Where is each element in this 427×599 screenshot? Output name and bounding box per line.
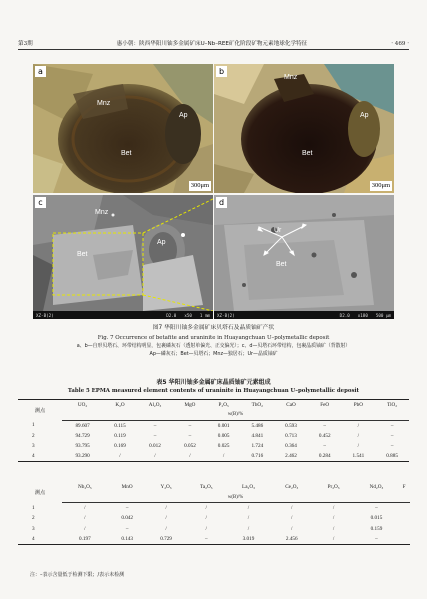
cell: 0.284	[308, 451, 342, 461]
bse-image-c	[33, 195, 213, 319]
row-id: 3	[32, 443, 35, 450]
row-id: 2	[32, 432, 35, 439]
point-header: 测点	[34, 489, 46, 496]
cell: –	[188, 432, 192, 439]
mineral-label-bet: Bet	[276, 261, 287, 268]
table-row	[18, 503, 409, 513]
column-header: Nb₂O₅	[77, 484, 92, 491]
figure-caption-cn: 图7 华阳川铀多金属矿床贝塔石及晶质铀矿产状	[152, 325, 275, 331]
element-table-part-2	[18, 482, 409, 545]
cell: –	[354, 534, 400, 544]
cell: /	[291, 515, 293, 522]
table-row	[18, 524, 409, 534]
cell: 0.012	[149, 443, 161, 450]
table-header-row	[18, 400, 409, 410]
table-row	[18, 441, 409, 451]
cell: 0.169	[114, 443, 126, 450]
cell	[399, 524, 409, 534]
cell: 0.885	[375, 451, 409, 461]
scale-bar-label: 300μm	[371, 182, 390, 189]
panel-label: d	[216, 197, 227, 208]
panel-label: c	[35, 197, 46, 208]
cell: 0.364	[285, 443, 297, 450]
row-id: 1	[32, 504, 35, 511]
cell: –	[188, 422, 192, 429]
cell: 0.593	[285, 422, 297, 429]
mineral-label-bet: Bet	[77, 251, 88, 258]
cell: 0.025	[217, 443, 230, 450]
cell: 3.019	[227, 534, 270, 544]
table-row	[18, 513, 409, 523]
figure-panel-d	[214, 195, 394, 319]
cell: /	[84, 505, 86, 512]
element-table-part-1	[18, 399, 409, 462]
cell: 0.119	[114, 432, 126, 439]
column-header: Nd₂O₃	[369, 484, 384, 491]
cell: /	[247, 515, 250, 522]
table-footnote: 注：–表示含量低于检测下限；/表示未检测	[30, 572, 125, 578]
page-number: · 469 ·	[391, 41, 409, 47]
figure-caption-en: Fig. 7 Occurrence of betafite and uraninite in Huayangchuan U–polymetallic deposit	[97, 335, 330, 341]
cell: 0.001	[217, 422, 230, 429]
cell: /	[165, 505, 167, 512]
column-header: Pr₂O₃	[327, 484, 340, 491]
cell: 0.452	[318, 432, 331, 439]
sem-detector: D2.0	[339, 312, 350, 318]
table-row	[18, 451, 409, 461]
sem-magnification: x50	[184, 312, 192, 318]
cell: /	[314, 534, 354, 544]
cell: –	[390, 443, 394, 450]
row-id: 3	[32, 525, 35, 532]
cell	[399, 513, 409, 523]
unit-label: w(B)/%	[62, 410, 409, 420]
figure-abbreviations: Ap—磷灰石；Bet—贝塔石；Mnz—独居石；Ur—晶质铀矿	[149, 351, 278, 357]
cell: 94.729	[75, 432, 90, 439]
mineral-label-bet: Bet	[121, 150, 132, 157]
cell: 0.143	[108, 534, 147, 544]
mineral-label-mnz: Mnz	[284, 74, 298, 81]
column-header: Ta₂O₅	[200, 484, 213, 491]
cell	[399, 503, 409, 513]
figure-panel-b	[214, 64, 394, 193]
cell: /	[205, 505, 207, 512]
unit-row	[18, 410, 409, 420]
cell: /	[291, 525, 293, 532]
cell: –	[125, 505, 129, 512]
column-header: PbO	[353, 401, 363, 408]
sem-detector: D2.0	[166, 312, 177, 318]
figure-note: a、b—自形贝塔石、环带结构明显，包裹磷灰石（透射单偏光、正交偏光）；c、d—贝塔石环带结构，包裹晶质铀矿（背散射）	[76, 343, 351, 349]
column-header: Ce₂O₃	[285, 484, 299, 491]
page-header	[18, 38, 409, 50]
mineral-label-bet: Bet	[302, 150, 313, 157]
cell: –	[390, 422, 394, 429]
column-header: MnO	[121, 484, 133, 491]
cell: 0.197	[62, 534, 108, 544]
mineral-label-mnz: Mnz	[97, 100, 111, 107]
column-header: MgO	[184, 401, 196, 408]
micrograph-b	[214, 64, 394, 193]
cell: 4.841	[251, 432, 264, 439]
cell: 0.159	[370, 525, 383, 532]
sem-info-bar	[33, 311, 213, 319]
cell: 2.456	[270, 534, 314, 544]
row-id: 4	[18, 451, 62, 461]
row-id: 1	[32, 422, 35, 429]
column-header: FeO	[320, 401, 330, 408]
cell	[399, 534, 409, 544]
cell: 0.042	[121, 515, 133, 522]
cell: /	[173, 451, 207, 461]
table-row	[18, 431, 409, 441]
sem-info-bar	[214, 311, 394, 319]
cell: 0.713	[285, 432, 297, 439]
row-id: 2	[32, 515, 35, 522]
cell: /	[84, 525, 86, 532]
cell: 93.290	[62, 451, 103, 461]
sem-sample-id: XZ-B(2)	[36, 312, 54, 318]
cell: –	[375, 505, 378, 512]
cell: 0.716	[240, 451, 274, 461]
cell: –	[125, 525, 129, 532]
cell: 1.724	[251, 443, 264, 450]
cell: 0.729	[147, 534, 186, 544]
cell: /	[332, 505, 335, 512]
sem-scale: 500 μm	[375, 312, 391, 318]
mineral-label-ur: Ur	[274, 227, 282, 234]
column-header: Al₂O₃	[148, 401, 162, 408]
unit-label: w(B)/%	[62, 492, 409, 502]
mineral-label-mnz: Mnz	[95, 209, 109, 216]
column-header: UO₂	[77, 401, 88, 408]
scale-bar-label: 300μm	[190, 182, 209, 189]
table-caption-cn: 表5 华阳川铀多金属矿床晶质铀矿元素组成	[156, 379, 271, 386]
cell: –	[153, 422, 157, 429]
micrograph-a	[33, 64, 213, 193]
figure-panel-c	[33, 195, 213, 319]
row-id: 4	[18, 534, 62, 544]
running-title: 惠小朝：陕西华阳川铀多金属矿床U–Nb–REE矿化阶段矿物元素地球化学特征	[116, 41, 308, 47]
column-header: K₂O	[115, 401, 125, 408]
cell: /	[137, 451, 173, 461]
cell: /	[207, 451, 241, 461]
table-row	[18, 420, 409, 430]
cell: /	[332, 515, 335, 522]
column-header: Y₂O₃	[160, 484, 172, 491]
unit-row	[18, 492, 409, 502]
bse-image-d	[214, 195, 394, 319]
sem-magnification: x180	[357, 312, 368, 318]
cell: 0.015	[370, 515, 383, 522]
cell: /	[205, 525, 207, 532]
cell: /	[205, 515, 207, 522]
cell: /	[357, 432, 360, 439]
table-row	[18, 534, 409, 544]
table-header-row	[18, 482, 409, 492]
cell: –	[153, 432, 157, 439]
cell: /	[165, 515, 167, 522]
cell: –	[185, 534, 227, 544]
point-header: 测点	[34, 407, 46, 414]
mineral-label-ap: Ap	[179, 112, 188, 119]
cell: 0.052	[184, 443, 196, 450]
cell: /	[357, 443, 360, 450]
cell: –	[323, 443, 326, 450]
cell: /	[84, 515, 86, 522]
mineral-label-ap: Ap	[360, 112, 369, 119]
cell: 0.115	[114, 422, 126, 429]
column-header: ThO₂	[251, 401, 263, 408]
table-caption-en: Table 5 EPMA measured element contents of uraninite in Huayangchuan U–polymetallic deposit	[67, 388, 360, 394]
cell: /	[357, 422, 360, 429]
column-header: La₂O₃	[242, 484, 255, 491]
sem-sample-id: XZ-B(2)	[217, 312, 235, 318]
panel-label: b	[216, 66, 227, 77]
column-header: F	[402, 484, 406, 491]
column-header: TiO₂	[387, 401, 398, 408]
panel-label: a	[35, 66, 46, 77]
cell: /	[332, 525, 335, 532]
cell: /	[247, 505, 250, 512]
cell: –	[390, 432, 394, 439]
cell: 89.607	[75, 422, 90, 429]
figure-panel-a	[33, 64, 213, 193]
issue-number: 第3期	[18, 41, 33, 47]
sem-scale: 1 mm	[199, 312, 210, 318]
column-header: CaO	[286, 401, 296, 408]
cell: /	[103, 451, 137, 461]
cell: /	[165, 525, 167, 532]
cell: 2.462	[274, 451, 308, 461]
mineral-label-ap: Ap	[157, 239, 166, 246]
cell: 93.795	[75, 443, 90, 450]
cell: /	[247, 525, 250, 532]
cell: –	[323, 422, 326, 429]
cell: 1.541	[342, 451, 376, 461]
column-header: P₂O₅	[218, 401, 229, 408]
cell: /	[291, 505, 293, 512]
cell: 0.005	[217, 432, 230, 439]
cell: 5.486	[251, 422, 264, 429]
